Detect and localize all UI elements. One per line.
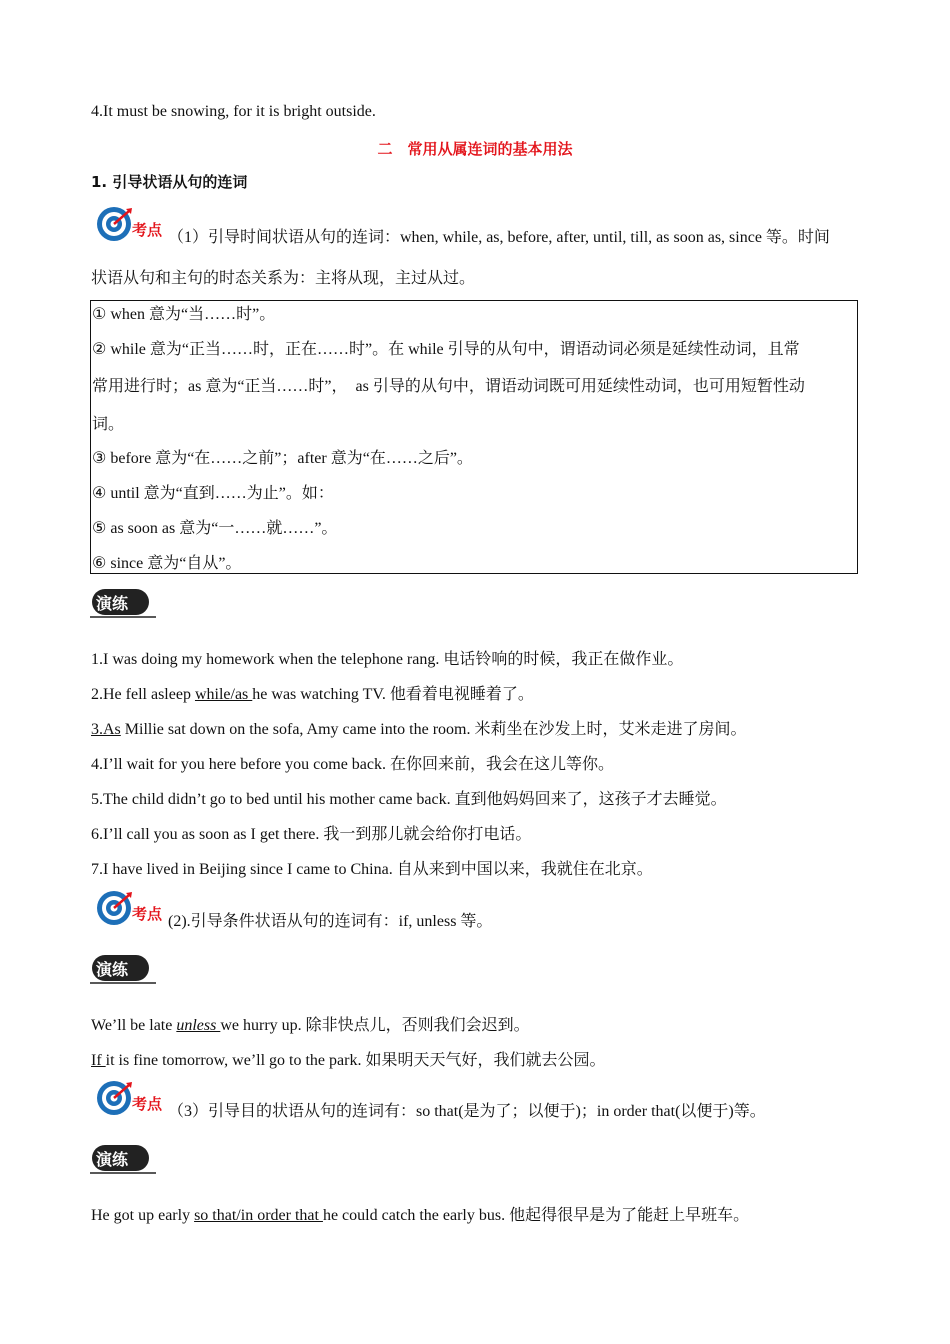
example-line: If it is fine tomorrow, we’ll go to the park. 如果明天天气好，我们就去公园。 — [91, 1052, 606, 1069]
box-line: ② while 意为“正当……时，正在……时”。在 while 引导的从句中，谓语动词必须是延续性动词，且常 — [92, 341, 800, 358]
box-line: ⑥ since 意为“自从”。 — [92, 555, 242, 572]
yanlian-badge-icon — [90, 1144, 156, 1174]
subsection-title: 1. 引导状语从句的连词 — [91, 173, 248, 191]
box-line: ① when 意为“当……时”。 — [92, 306, 276, 323]
text-line: 4.It must be snowing, for it is bright outside. — [91, 103, 376, 120]
kaodian-target-icon — [96, 206, 168, 242]
example-line: He got up early so that/in order that he could catch the early bus. 他起得很早是为了能赶上早班车。 — [91, 1207, 750, 1224]
yanlian-label: 演练 — [96, 1150, 129, 1169]
example-line: 2.He fell asleep while/as he was watching TV. 他看着电视睡着了。 — [91, 686, 534, 703]
example-line: 6.I’ll call you as soon as I get there. 我一到那儿就会给你打电话。 — [91, 826, 532, 843]
kaodian-label: 考点 — [132, 1095, 163, 1113]
yanlian-label: 演练 — [96, 960, 129, 979]
example-line: 1.I was doing my homework when the telephone rang. 电话铃响的时候，我正在做作业。 — [91, 651, 684, 668]
kaodian-target-icon — [96, 890, 168, 926]
box-line: 词。 — [92, 416, 125, 433]
example-line: 3.As Millie sat down on the sofa, Amy came into the room. 米莉坐在沙发上时，艾米走进了房间。 — [91, 721, 747, 738]
example-line: 4.I’ll wait for you here before you come back. 在你回来前，我会在这儿等你。 — [91, 756, 614, 773]
point-text: （3）引导目的状语从句的连词有：so that(是为了；以便于)；in order that(以便于)等。 — [168, 1103, 766, 1120]
section-title: 二 常用从属连词的基本用法 — [377, 140, 573, 158]
box-line: ④ until 意为“直到……为止”。如： — [92, 485, 334, 502]
kaodian-label: 考点 — [132, 905, 163, 923]
yanlian-label: 演练 — [96, 594, 129, 613]
point-text: (2).引导条件状语从句的连词有：if, unless 等。 — [168, 913, 493, 930]
point-text: （1）引导时间状语从句的连词：when, while, as, before, after, until, till, as soon as, since 等。时间 — [168, 229, 830, 246]
kaodian-label: 考点 — [132, 221, 163, 239]
rules-box — [90, 300, 858, 574]
box-line: 常用进行时；as 意为“正当……时”， as 引导的从句中，谓语动词既可用延续性动词，也可用短暂性动 — [92, 378, 805, 395]
box-line: ⑤ as soon as 意为“一……就……”。 — [92, 520, 338, 537]
example-line: We’ll be late unless we hurry up. 除非快点儿，否则我们会迟到。 — [91, 1017, 530, 1034]
kaodian-target-icon — [96, 1080, 168, 1116]
yanlian-badge-icon — [90, 588, 156, 618]
example-line: 5.The child didn’t go to bed until his mother came back. 直到他妈妈回来了，这孩子才去睡觉。 — [91, 791, 727, 808]
point-text: 状语从句和主句的时态关系为：主将从现，主过从过。 — [91, 270, 476, 287]
yanlian-badge-icon — [90, 954, 156, 984]
box-line: ③ before 意为“在……之前”；after 意为“在……之后”。 — [92, 450, 473, 467]
example-line: 7.I have lived in Beijing since I came to China. 自从来到中国以来，我就住在北京。 — [91, 861, 653, 878]
